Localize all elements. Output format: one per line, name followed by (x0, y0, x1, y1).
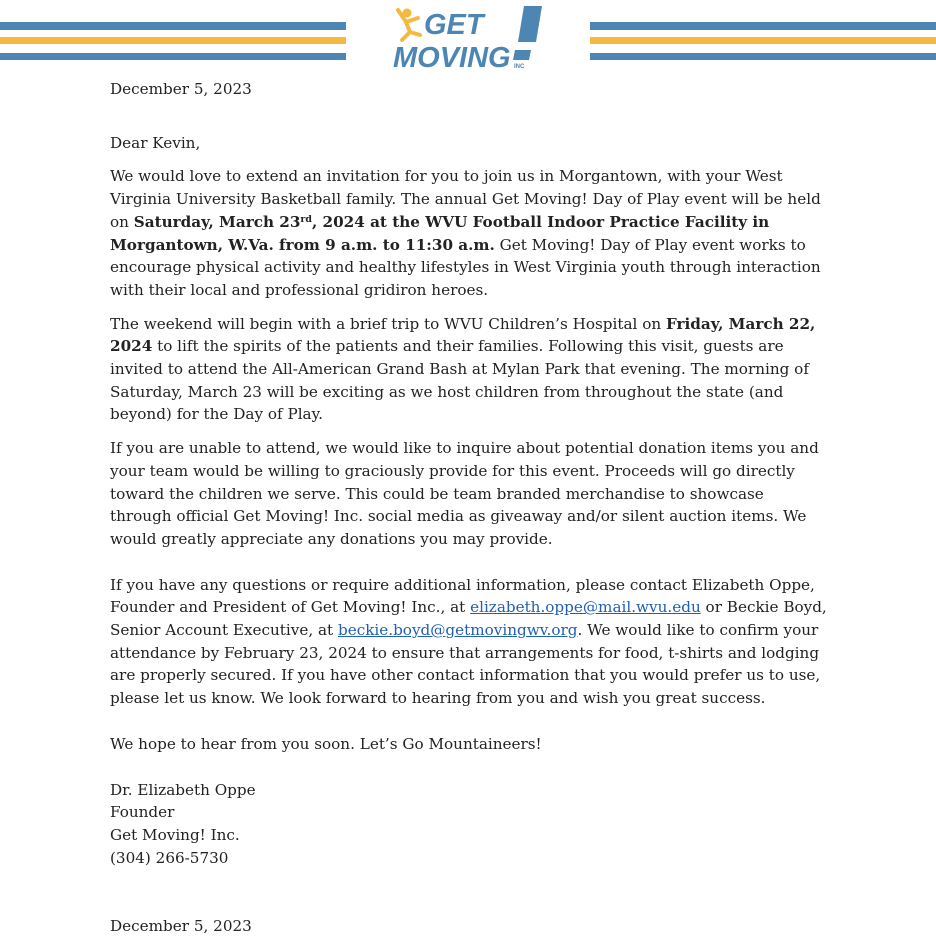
logo-text-moving: MOVING (393, 42, 511, 70)
paragraph-donations: If you are unable to attend, we would like to inquire about potential donation items you and your team would be willing to graciously provide for this event. Proceeds will go directly toward the children we serve. This could be team branded merchandise to showcase through official Get Moving! Inc. social media as giveaway and/or silent auction items. We would greatly appreciate any donations you may provide. (110, 439, 819, 548)
text-run: . We would like to confirm your attendance by February 23, 2024 to ensure that arrangements for food, t-shirts and lodging are properly secured. If you have other contact information that you would prefer us to use, please let us know. We look forward to hearing from you and wish you great success. (110, 621, 821, 708)
logo-text-get: GET (424, 9, 484, 41)
paragraph-weekend (110, 313, 830, 427)
letterhead-stripes-left (0, 22, 346, 62)
text-run: to lift the spirits of the patients and their families. Following this visit, guests are invited to attend the All-American Grand Bash at Mylan Park that evening. The morning of Saturday, March 23 will be exciting as we host children from throughout the state (and beyond) for the Day of Play. (110, 337, 809, 424)
exclamation-dot (513, 50, 531, 60)
running-figure-icon (398, 9, 420, 41)
stripe-blue (590, 22, 936, 30)
text-run: The weekend will begin with a brief trip to WVU Children’s Hospital on (110, 314, 666, 333)
signature-name: Dr. Elizabeth Oppe (110, 780, 256, 799)
signature-block (110, 779, 830, 870)
email-link-beckie[interactable]: beckie.boyd@getmovingwv.org (337, 621, 578, 640)
paragraph-contact (110, 574, 830, 710)
stripe-blue (0, 53, 346, 60)
event-date-bold: Saturday, March 23 (133, 212, 301, 231)
letter-body (110, 78, 830, 938)
text-run: If you have any questions or require additional information, please contact Elizabeth Oppe, Founder and President of Get Moving! Inc., at (110, 575, 815, 617)
email-link-elizabeth[interactable]: elizabeth.oppe@mail.wvu.edu (470, 598, 701, 617)
letter-date-bottom: December 5, 2023 (110, 917, 252, 936)
text-run: Get Moving! Day of Play event works to encourage physical activity and healthy lifestyles in West Virginia youth through interaction with their local and professional gridiron heroes. (110, 235, 821, 299)
signature-org: Get Moving! Inc. (110, 825, 240, 844)
logo-text-inc: INC (514, 64, 525, 70)
stripe-gold (590, 37, 936, 44)
stripe-blue (0, 22, 346, 30)
salutation: Dear Kevin, (110, 133, 201, 152)
signature-phone: (304) 266-5730 (110, 848, 229, 867)
text-run: or Beckie Boyd, Senior Account Executive, at (110, 598, 827, 640)
signature-title: Founder (110, 803, 175, 822)
letterhead-stripes-right (590, 22, 936, 62)
letter-date: December 5, 2023 (110, 80, 252, 98)
event-details-bold: , 2024 at the WVU Football Indoor Practice Facility in Morgantown, W.Va. from 9 a.m. to 11:30 a.m. (110, 212, 770, 254)
text-run: We would love to extend an invitation for you to join us in Morgantown, with your West Virginia University Basketball family. The annual Get Moving! Day of Play event will be held on (110, 167, 821, 231)
ordinal-suffix: rd (300, 213, 312, 225)
closing-line: We hope to hear from you soon. Let’s Go Mountaineers! (110, 734, 542, 753)
stripe-gold (0, 37, 346, 44)
hospital-visit-date-bold: Friday, March 22, 2024 (110, 314, 816, 356)
stripe-blue (590, 53, 936, 60)
exclamation-icon (518, 6, 542, 42)
get-moving-logo (390, 2, 550, 70)
letterhead (0, 0, 936, 72)
paragraph-invitation (110, 165, 830, 301)
